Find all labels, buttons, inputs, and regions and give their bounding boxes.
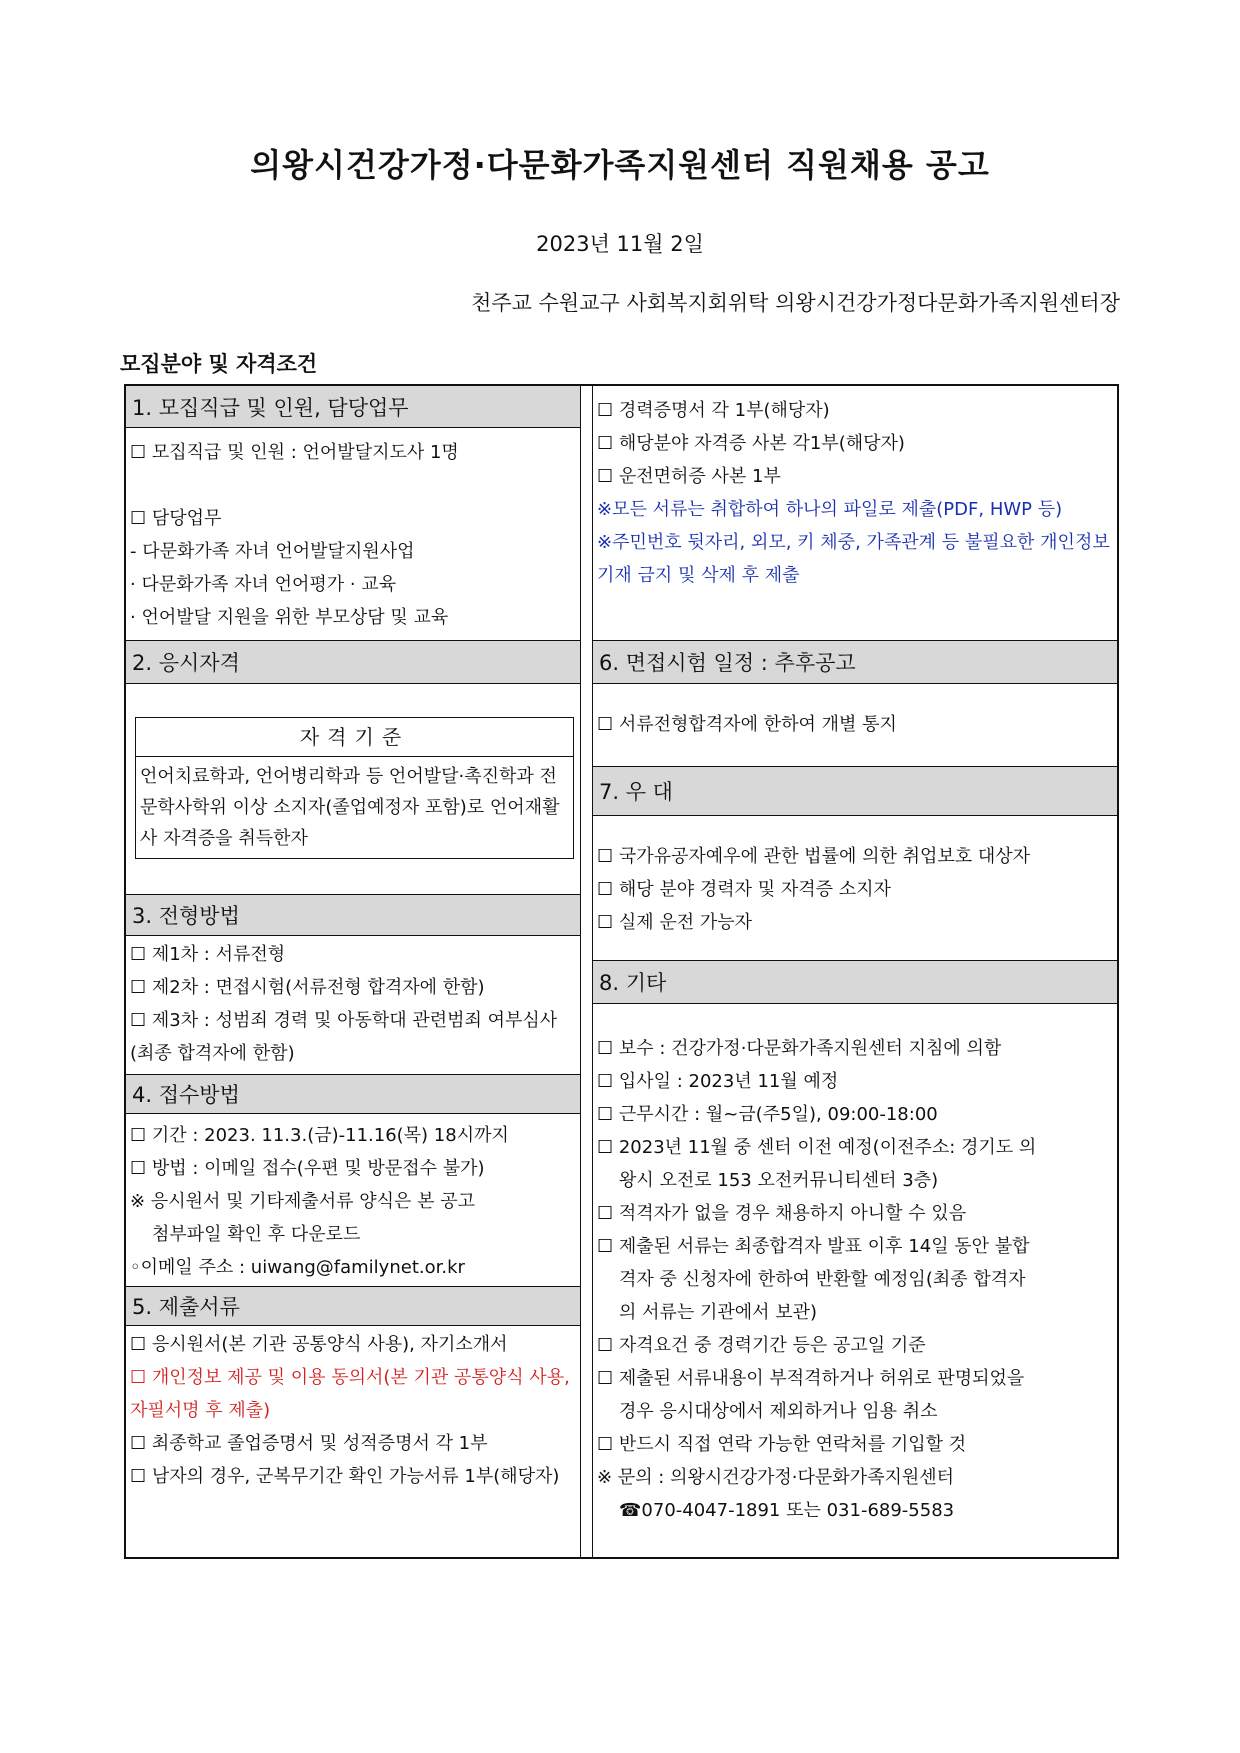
issuer: 천주교 수원교구 사회복지회위탁 의왕시건강가정다문화가족지원센터장: [471, 291, 1120, 315]
position-line: ☐ 모집직급 및 인원 : 언어발달지도사 1명: [130, 442, 459, 463]
document-item: ☐ 경력증명서 각 1부(해당자): [597, 400, 830, 421]
duty-item: - 다문화가족 자녀 언어발달지원사업: [130, 541, 415, 562]
selection-step: ☐ 제2차 : 면접시험(서류전형 합격자에 한함): [130, 977, 485, 998]
section-7-body: [593, 840, 1117, 939]
inquiry-line: ※ 문의 : 의왕시건강가정·다문화가족지원센터: [597, 1467, 955, 1488]
other-item: ☐ 반드시 직접 연락 가능한 연락처를 기입할 것: [597, 1434, 967, 1455]
qualification-box-header: 자격기준: [136, 718, 573, 757]
recruitment-table: [124, 384, 1119, 1559]
other-item-cont: 의 서류는 기관에서 보관): [619, 1302, 818, 1323]
file-notice: ※모든 서류는 취합하여 하나의 파일로 제출(PDF, HWP 등): [597, 499, 1063, 520]
section-5-body: [126, 1328, 580, 1493]
preference-item: ☐ 실제 운전 가능자: [597, 912, 753, 933]
selection-step: ☐ 제3차 : 성범죄 경력 및 아동학대 관련범죄 여부심사(최종 합격자에 한함): [130, 1010, 558, 1064]
document-item: ☐ 응시원서(본 기관 공통양식 사용), 자기소개서: [130, 1334, 508, 1355]
right-column: [592, 386, 1117, 1557]
form-note-cont: 첨부파일 확인 후 다운로드: [152, 1224, 361, 1245]
application-period: ☐ 기간 : 2023. 11.3.(금)-11.16(목) 18시까지: [130, 1125, 509, 1146]
other-item: ☐ 보수 : 건강가정·다문화가족지원센터 지침에 의함: [597, 1038, 1002, 1059]
application-method: ☐ 방법 : 이메일 접수(우편 및 방문접수 불가): [130, 1158, 485, 1179]
section-1-header: 1. 모집직급 및 인원, 담당업무: [126, 386, 580, 428]
section-8-body: [593, 1032, 1117, 1527]
document-item: ☐ 남자의 경우, 군복무기간 확인 가능서류 1부(해당자): [130, 1466, 560, 1487]
section-1-body: [126, 436, 580, 634]
section-6-body: [593, 708, 1117, 741]
notice-date: 2023년 11월 2일: [536, 232, 704, 256]
selection-step: ☐ 제1차 : 서류전형: [130, 944, 286, 965]
preference-item: ☐ 해당 분야 경력자 및 자격증 소지자: [597, 879, 891, 900]
section-4-body: [126, 1119, 580, 1284]
consent-document-item: ☐ 개인정보 제공 및 이용 동의서(본 기관 공통양식 사용, 자필서명 후 제출): [130, 1367, 570, 1421]
email-address: ◦이메일 주소 : uiwang@familynet.or.kr: [130, 1257, 465, 1278]
other-item: ☐ 근무시간 : 월~금(주5일), 09:00-18:00: [597, 1104, 938, 1125]
section-6-header: 6. 면접시험 일정 : 추후공고: [593, 640, 1117, 684]
phone-numbers: ☎070-4047-1891 또는 031-689-5583: [619, 1500, 955, 1521]
qualification-box: [135, 717, 574, 859]
other-item: ☐ 자격요건 중 경력기간 등은 공고일 기준: [597, 1335, 926, 1356]
document-item: ☐ 운전면허증 사본 1부: [597, 466, 781, 487]
privacy-notice: ※주민번호 뒷자리, 외모, 키 체중, 가족관계 등 불필요한 개인정보 기재 금지 및 삭제 후 제출: [597, 532, 1110, 586]
other-item: ☐ 제출된 서류는 최종합격자 발표 이후 14일 동안 불합: [597, 1236, 1030, 1257]
preference-item: ☐ 국가유공자예우에 관한 법률에 의한 취업보호 대상자: [597, 846, 1031, 867]
document-item: ☐ 해당분야 자격증 사본 각1부(해당자): [597, 433, 905, 454]
duty-label: ☐ 담당업무: [130, 508, 222, 529]
other-item: ☐ 입사일 : 2023년 11월 예정: [597, 1071, 839, 1092]
section-8-header: 8. 기타: [593, 960, 1117, 1004]
other-item-cont: 격자 중 신청자에 한하여 반환할 예정임(최종 합격자: [619, 1269, 1026, 1290]
other-item-cont: 왕시 오전로 153 오전커뮤니티센터 3층): [619, 1170, 939, 1191]
other-item: ☐ 제출된 서류내용이 부적격하거나 허위로 판명되었을: [597, 1368, 1025, 1389]
section-2-header: 2. 응시자격: [126, 640, 580, 684]
section-5-continued: [593, 394, 1117, 592]
qualification-text: 언어치료학과, 언어병리학과 등 언어발달·촉진학과 전문학사학위 이상 소지자(졸업예정자 포함)로 언어재활사 자격증을 취득한자: [140, 766, 560, 849]
left-column: [126, 386, 581, 1557]
page-title: 의왕시건강가정·다문화가족지원센터 직원채용 공고: [250, 146, 990, 184]
section-3-header: 3. 전형방법: [126, 894, 580, 936]
document-item: ☐ 최종학교 졸업증명서 및 성적증명서 각 1부: [130, 1433, 488, 1454]
section-4-header: 4. 접수방법: [126, 1074, 580, 1114]
section-heading: 모집분야 및 자격조건: [120, 352, 318, 376]
section-5-header: 5. 제출서류: [126, 1286, 580, 1326]
duty-item: · 다문화가족 자녀 언어평가 · 교육: [130, 574, 397, 595]
other-item-cont: 경우 응시대상에서 제외하거나 임용 취소: [619, 1401, 938, 1422]
interview-notice: ☐ 서류전형합격자에 한하여 개별 통지: [597, 714, 897, 735]
duty-item: · 언어발달 지원을 위한 부모상담 및 교육: [130, 607, 449, 628]
section-3-body: [126, 938, 580, 1070]
other-item: ☐ 2023년 11월 중 센터 이전 예정(이전주소: 경기도 의: [597, 1137, 1037, 1158]
form-note: ※ 응시원서 및 기타제출서류 양식은 본 공고: [130, 1191, 476, 1212]
section-7-header: 7. 우 대: [593, 766, 1117, 816]
other-item: ☐ 적격자가 없을 경우 채용하지 아니할 수 있음: [597, 1203, 967, 1224]
